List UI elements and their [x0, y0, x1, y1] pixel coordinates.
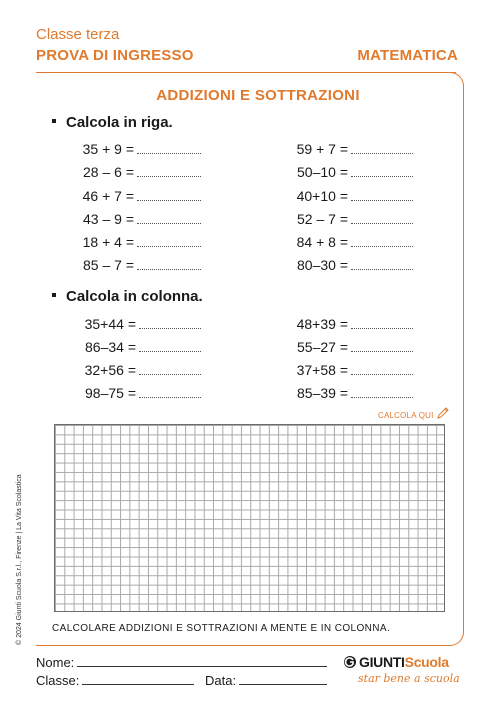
calcola-qui-label: CALCOLA QUI [378, 411, 434, 420]
row-exercise[interactable] [292, 233, 413, 251]
pencil-icon [436, 406, 450, 420]
exercise-expression: 28 – 6 = [83, 164, 134, 180]
exercise-expression: 52 – 7 = [297, 211, 348, 227]
instruction-text: CALCOLARE ADDIZIONI E SOTTRAZIONI A MENTE E IN COLONNA. [52, 623, 391, 634]
exercise-expression: 84 + 8 = [296, 234, 348, 250]
date-label: Data: [205, 673, 237, 688]
date-field[interactable] [205, 673, 327, 688]
row-exercise[interactable] [80, 163, 201, 181]
exercise-expression: 43 – 9 = [83, 211, 134, 227]
name-label: Nome: [36, 655, 75, 670]
exercise-expression: 50–10 = [297, 164, 348, 180]
class-field-label: Classe: [36, 673, 80, 688]
column-exercise[interactable] [80, 338, 201, 356]
row-exercise[interactable] [292, 187, 413, 205]
exercise-expression: 98–75 = [85, 385, 136, 401]
date-input-line[interactable] [239, 673, 327, 685]
brand-main: GIUNTI [359, 654, 405, 670]
brand-sub: Scuola [404, 654, 449, 670]
row-exercise[interactable] [80, 233, 201, 251]
answer-line[interactable] [351, 340, 413, 352]
answer-line[interactable] [139, 317, 201, 329]
exercise-expression: 85–39 = [297, 385, 348, 401]
class-field[interactable] [36, 673, 194, 688]
class-input-line[interactable] [82, 673, 194, 685]
giunti-logo-icon [343, 655, 357, 669]
answer-line[interactable] [351, 235, 413, 247]
copyright-text: © 2024 Giunti Scuola S.r.l., Firenze | La Vita Scolastica [16, 474, 23, 645]
worksheet-title: ADDIZIONI E SOTTRAZIONI [156, 87, 360, 104]
answer-line[interactable] [137, 235, 201, 247]
column-exercise[interactable] [80, 315, 201, 333]
column-exercise[interactable] [292, 361, 413, 379]
exercise-expression: 37+58 = [296, 362, 348, 378]
exercise-expression: 48+39 = [296, 316, 348, 332]
answer-line[interactable] [137, 189, 201, 201]
exercise-expression: 40+10 = [296, 188, 348, 204]
exercise-expression: 85 – 7 = [83, 257, 134, 273]
answer-line[interactable] [351, 317, 413, 329]
answer-line[interactable] [139, 386, 201, 398]
answer-line[interactable] [351, 165, 413, 177]
section-column-heading-text: Calcola in colonna. [66, 288, 203, 305]
column-exercise[interactable] [80, 361, 201, 379]
row-exercise[interactable] [292, 256, 413, 274]
answer-line[interactable] [137, 212, 201, 224]
column-exercise[interactable] [292, 384, 413, 402]
row-exercise[interactable] [80, 187, 201, 205]
exercise-expression: 86–34 = [85, 339, 136, 355]
row-exercise[interactable] [292, 163, 413, 181]
name-field[interactable] [36, 655, 327, 670]
answer-line[interactable] [137, 165, 201, 177]
column-exercise[interactable] [80, 384, 201, 402]
class-label: Classe terza [36, 26, 120, 43]
answer-line[interactable] [351, 189, 413, 201]
section-row-heading-text: Calcola in riga. [66, 114, 173, 131]
brand-name [359, 654, 449, 670]
exercise-expression: 18 + 4 = [82, 234, 134, 250]
brand-tagline: star bene a scuola [358, 672, 460, 685]
answer-line[interactable] [351, 363, 413, 375]
bullet-icon [52, 293, 56, 297]
exercise-expression: 32+56 = [84, 362, 136, 378]
row-exercise[interactable] [80, 140, 201, 158]
exercise-expression: 80–30 = [297, 257, 348, 273]
answer-line[interactable] [139, 363, 201, 375]
squared-paper-grid[interactable] [54, 424, 445, 612]
exercise-expression: 35+44 = [84, 316, 136, 332]
name-input-line[interactable] [77, 655, 327, 667]
section-row-heading [52, 114, 173, 131]
section-column-heading [52, 288, 203, 305]
answer-line[interactable] [351, 258, 413, 270]
exercise-expression: 59 + 7 = [296, 141, 348, 157]
answer-line[interactable] [137, 258, 201, 270]
subject-label: MATEMATICA [357, 47, 458, 64]
row-exercise[interactable] [292, 210, 413, 228]
row-exercise[interactable] [292, 140, 413, 158]
answer-line[interactable] [139, 340, 201, 352]
row-exercise[interactable] [80, 210, 201, 228]
answer-line[interactable] [351, 386, 413, 398]
row-exercise[interactable] [80, 256, 201, 274]
column-exercise[interactable] [292, 338, 413, 356]
test-label: PROVA DI INGRESSO [36, 47, 194, 64]
answer-line[interactable] [351, 212, 413, 224]
exercise-expression: 35 + 9 = [82, 141, 134, 157]
bullet-icon [52, 119, 56, 123]
exercise-expression: 46 + 7 = [82, 188, 134, 204]
column-exercise[interactable] [292, 315, 413, 333]
answer-line[interactable] [351, 142, 413, 154]
answer-line[interactable] [137, 142, 201, 154]
exercise-expression: 55–27 = [297, 339, 348, 355]
